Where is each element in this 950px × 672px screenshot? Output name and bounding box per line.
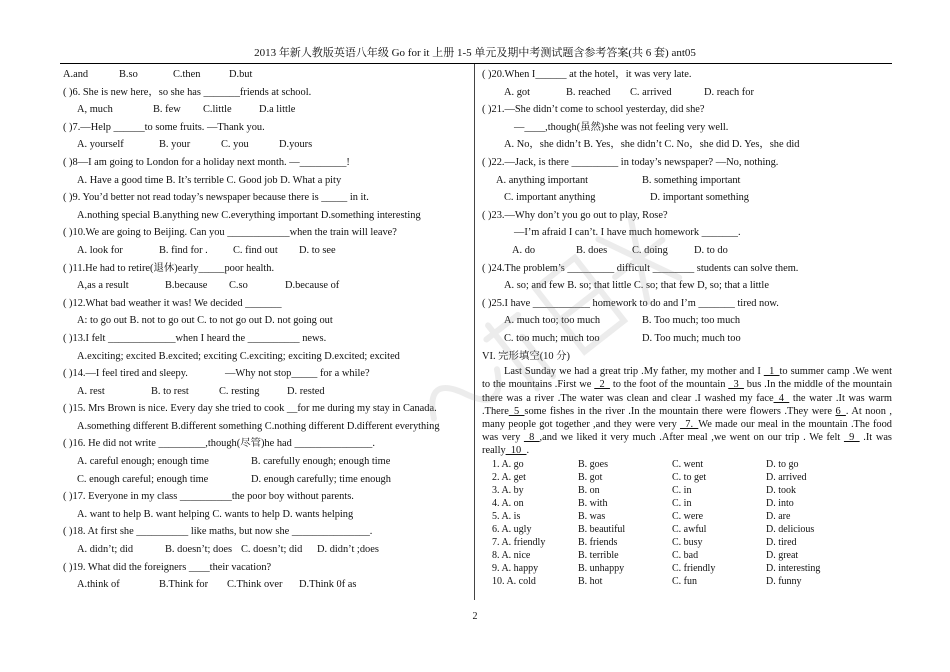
left-line [63,136,471,154]
cloze-option: B. beautiful [578,523,626,535]
right-text: A. got [504,86,530,98]
left-text: B.so [119,69,138,80]
left-text: ( )18. At first she __________ like maths, but now she _______________. [63,526,373,538]
left-text: C.Think over [227,579,283,591]
cloze-passage-text: bus .In the middle of the mountain there was a river .The water was clean and clear .I washed my face [482,379,893,404]
cloze-options [482,458,892,589]
cloze-option-row [482,549,892,562]
left-line [63,189,471,207]
left-text: A. careful enough; enough time [77,456,209,468]
right-line [482,224,892,242]
cloze-option: D. tired [766,537,797,549]
cloze-option: 7. A. friendly [492,537,546,549]
right-text: C. too much; much too [504,332,600,344]
left-line [63,154,471,172]
cloze-option: B. friends [578,537,618,549]
cloze-blank: _9_ [843,432,860,444]
cloze-option-row [482,458,892,471]
cloze-option-row [482,497,892,510]
right-line [482,136,892,154]
left-text: C. enough careful; enough time [77,473,209,485]
left-text: B.Think for [159,579,209,591]
left-line [63,559,471,577]
cloze-passage-text: the water .It was warm .There [482,392,892,417]
left-text: D.Think 0f as [299,579,357,591]
right-line [482,172,892,190]
right-text: —____,though(虽然)she was not feeling very well. [514,121,729,133]
cloze-option: D. arrived [766,471,807,483]
right-line [482,277,892,295]
right-line [482,66,892,84]
left-text: ( )16. He did not write _________,though(尽管)he had _______________. [63,438,375,450]
left-text: C. resting [219,385,260,397]
right-line [482,207,892,225]
cloze-option: D. great [766,550,799,562]
left-line [63,453,471,471]
left-line [63,101,471,119]
left-text: ( )10.We are going to Beijing. Can you ____________when the train will leave? [63,227,397,239]
left-text: ( )17. Everyone in my class __________the poor boy without parents. [63,491,354,503]
cloze-blank: _3_ [728,379,744,391]
cloze-option-row [482,536,892,549]
right-text: ( )22.—Jack, is there _________ in today’s newspaper? —No, nothing. [482,156,779,168]
right-line [482,295,892,313]
right-text: B. does [576,244,608,256]
cloze-option: C. to get [672,471,707,483]
left-text: B. few [153,104,181,116]
cloze-option: 6. A. ugly [492,523,532,535]
left-text: C. doesn’t; did [241,544,303,556]
left-line [63,576,471,594]
cloze-blank: _1_ [763,366,780,378]
left-line [63,506,471,524]
cloze-option: 10. A. cold [492,576,536,588]
right-line [482,101,892,119]
right-text: C. doing [632,244,668,256]
left-text: C.little [203,104,232,116]
right-text: A. so; and few B. so; that little C. so; that few D, so; that a little [504,280,769,292]
left-text: B. find for . [159,244,208,256]
left-text: ( )6. She is new here，so she has _______friends at school. [63,86,312,98]
cloze-option: 3. A. by [492,484,524,496]
cloze-option: 5. A. is [492,510,521,522]
cloze-option: D. took [766,484,796,496]
right-text: D. Too much; much too [642,332,741,344]
left-text: B. to rest [151,385,189,397]
left-text: A. look for [77,244,123,256]
left-text: A.nothing special B.anything new C.everything important D.something interesting [77,209,421,221]
cloze-passage-text: to the foot of the mountain [609,379,729,391]
left-text: ( )13.I felt _____________when I heard the __________ news. [63,332,327,344]
left-text: A.exciting; excited B.excited; exciting C.exciting; exciting D.excited; excited [77,350,400,362]
cloze-option-row [482,471,892,484]
left-text: C.so [229,280,248,292]
left-text: A.and [63,69,89,80]
left-text: A,as a result [77,280,129,292]
cloze-passage-text: . At noon , many people got together ,and they were very [482,405,893,430]
left-line [63,365,471,383]
cloze-passage-text: . [526,445,530,457]
cloze-option-row [482,510,892,523]
left-text: B. your [159,139,191,151]
left-text: A. yourself [77,139,124,151]
left-text: ( )19. What did the foreigners ____their vacation? [63,561,272,573]
cloze-passage-text: ,and we liked it very much .After meal ,we went on our trip . We felt [539,432,844,444]
cloze-option: 2. A. get [492,471,526,483]
left-text: A.think of [77,579,120,591]
left-line [63,119,471,137]
cloze-option-row [482,484,892,497]
cloze-option: 8. A. nice [492,550,531,562]
cloze-option: C. in [672,484,692,496]
cloze-option-row [482,523,892,536]
right-text: A. No，she didn’t B. Yes，she didn’t C. No，she did D. Yes，she did [504,139,800,151]
header-rule [60,63,892,64]
column-divider [474,64,475,600]
right-line [482,119,892,137]
cloze-blank: _2_ [594,379,610,391]
right-line [482,84,892,102]
left-text: C.then [173,69,201,80]
right-text: D. reach for [704,86,754,98]
left-line [63,260,471,278]
left-line [63,172,471,190]
left-text: ( )7.—Help ______to some fruits. —Thank you. [63,121,265,133]
cloze-option: D. delicious [766,523,815,535]
cloze-option-row [482,562,892,575]
left-text: D. didn’t ;does [317,544,379,556]
cloze-option: 4. A. on [492,497,524,509]
cloze-option: B. hot [578,576,603,588]
left-text: D. rested [287,385,325,397]
right-text: ( )24.The problem’s _________ difficult ________ students can solve them. [482,262,799,274]
right-text: A. anything important [496,174,589,186]
left-text: ( )14.—I feel tired and sleepy. [63,368,188,380]
left-text: C. you [221,139,249,151]
right-line [482,312,892,330]
cloze-option: C. in [672,497,692,509]
left-text: B.because [165,280,208,292]
left-text: —Why not stop_____ for a while? [225,368,370,380]
left-line [63,207,471,225]
cloze-option: D. into [766,497,794,509]
cloze-passage [482,365,892,457]
cloze-blank: _7._ [680,418,699,430]
right-text: ( )25.I have ___________ homework to do and I’m _______ tired now. [482,297,779,309]
left-line [63,383,471,401]
left-text: D.a little [259,104,296,116]
right-line [482,330,892,348]
left-text: A. rest [77,385,105,397]
cloze-option: 1. A. go [492,458,524,470]
left-text: A.something different B.different something C.nothing different D.different everything [77,420,440,432]
right-text: A. much too; too much [504,315,601,327]
right-text: D. to do [694,244,728,256]
left-text: B. carefully enough; enough time [251,456,391,468]
left-line [63,66,471,84]
right-text: A. do [512,244,536,256]
left-line [63,295,471,313]
left-text: ( )8—I am going to London for a holiday next month. —_________! [63,156,350,168]
left-line [63,312,471,330]
left-line [63,541,471,559]
cloze-option: D. are [766,510,791,522]
left-line [63,330,471,348]
right-text: ( )20.When I______ at the hotel，it was very late. [482,69,692,80]
right-text: B. reached [566,86,611,98]
cloze-option-row [482,575,892,588]
cloze-blank: _8_ [523,432,540,444]
left-line [63,523,471,541]
left-text: A. didn’t; did [77,544,134,556]
cloze-option: C. went [672,458,704,470]
left-text: D.yours [279,139,313,151]
cloze-option: 9. A. happy [492,563,539,575]
cloze-passage-text: We made our meal in the mountain .The food was very [482,418,892,444]
left-text: C. find out [233,244,278,256]
page-header [0,44,950,60]
page-number [0,611,950,622]
cloze-blank: 6_ [835,405,846,417]
right-text: C. arrived [630,86,672,98]
cloze-option: D. to go [766,458,799,470]
left-line [63,84,471,102]
right-text: C. important anything [504,192,596,204]
right-text: ( )21.—She didn’t come to school yesterday, did she? [482,104,705,116]
right-line [482,242,892,260]
cloze-option: C. were [672,510,704,522]
cloze-heading [482,348,892,366]
cloze-option: B. on [578,484,600,496]
cloze-option: B. got [578,471,603,483]
cloze-paragraph [482,365,892,457]
cloze-option: C. busy [672,537,703,549]
cloze-option: C. friendly [672,563,716,575]
left-text: B. doesn’t; does [165,544,233,556]
left-text: A: to go out B. not to go out C. to not go out D. not going out [77,315,333,327]
header-title: 2013 年新人教版英语八年级 Go for it 上册 1-5 单元及期中考测试题含参考答案(共 6 套) ant05 [254,47,696,59]
left-line [63,418,471,436]
cloze-option: B. with [578,497,608,509]
cloze-option: D. funny [766,576,802,588]
cloze-passage-text: to summer camp .We went to the mountains .First we [482,366,892,391]
cloze-option: C. bad [672,550,699,562]
left-text: ( )11.He had to retire(退休)early_____poor health. [63,262,275,274]
left-line [63,471,471,489]
right-text: D. important something [650,192,749,204]
left-text: A. want to help B. want helping C. wants to help D. wants helping [77,508,354,520]
cloze-blank: _4_ [773,392,790,404]
cloze-option: B. terrible [578,550,619,562]
right-text: ( )23.—Why don’t you go out to play, Rose? [482,209,668,221]
left-line [63,435,471,453]
cloze-option: D. interesting [766,563,821,575]
left-line [63,242,471,260]
left-column [63,66,471,594]
left-line [63,400,471,418]
cloze-blank: _5_ [508,405,525,417]
left-line [63,348,471,366]
page-number-text: 2 [472,611,478,622]
left-text: ( )9. You’d better not read today’s newspaper because there is _____ in it. [63,192,369,204]
left-line [63,224,471,242]
left-text: A. Have a good time B. It’s terrible C. Good job D. What a pity [77,174,342,186]
right-text: B. something important [642,174,741,186]
left-line [63,488,471,506]
cloze-option: B. goes [578,458,608,470]
cloze-option: C. awful [672,523,707,535]
cloze-option: C. fun [672,576,697,588]
left-text: A, much [77,104,113,116]
cloze-blank: _10_ [505,445,527,457]
cloze-passage-text: Last Sunday we had a great trip .My father, my mother and I [504,366,764,378]
cloze-passage-text: .It was really [482,432,892,457]
right-line [482,189,892,207]
cloze-option: B. unhappy [578,563,625,575]
right-text: B. Too much; too much [642,315,741,327]
right-line [482,154,892,172]
cloze-heading-text: VI. 完形填空(10 分) [482,350,571,362]
left-text: D. enough carefully; time enough [251,473,391,485]
right-line [482,260,892,278]
left-line [63,277,471,295]
cloze-passage-text: some fishes in the river .In the mountain there were flowers .They were [524,405,836,417]
left-text: D.because of [285,280,340,292]
left-text: D. to see [299,244,336,256]
left-text: D.but [229,69,253,80]
left-text: ( )15. Mrs Brown is nice. Every day she tried to cook __for me during my stay in Canada. [63,403,437,415]
right-text: —I’m afraid I can’t. I have much homework _______. [514,227,741,239]
left-text: ( )12.What bad weather it was! We decided _______ [63,297,282,309]
cloze-option: B. was [578,510,606,522]
right-question-list [482,66,892,348]
right-column [482,66,892,588]
